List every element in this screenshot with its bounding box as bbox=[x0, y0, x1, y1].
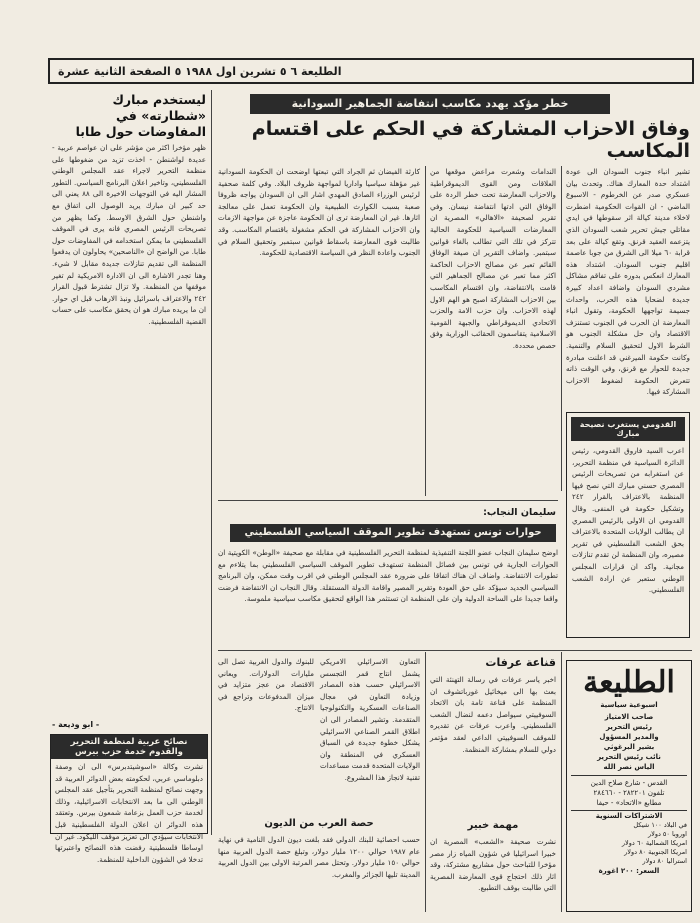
tunis-headline: حوارات تونس تستهدف تطوير الموقف السياسي الفلسطيني bbox=[244, 527, 542, 538]
masthead-role: بشير البرغوثي bbox=[603, 743, 655, 751]
debt-title: حصة العرب من الديون bbox=[264, 818, 374, 829]
subscription-item: امريكا الجنوبية ٨٠ دولار bbox=[624, 848, 687, 856]
masthead-logo: الطليعة bbox=[583, 665, 675, 700]
left-headline: ليستخدم مبارك «شطارته» في المفاوضات حول طابا bbox=[75, 92, 206, 139]
khabir-title: مهمة خبير bbox=[467, 820, 519, 831]
qaddoumi-box bbox=[566, 412, 690, 638]
column-rule bbox=[211, 90, 212, 835]
left-article-signature: - ابو وديعة - bbox=[52, 720, 100, 729]
main-article-col-1: تشير انباء جنوب السودان الى عودة اشتداد حدة المعارك هناك. وتحدث بيان عسكري صدر عن الخرطوم - الاسبوع الماضي - ان القوات الحكومية اضطرت لاخلاء مدينة كيالة اثر سقوطها في ايدي مقاتلي جيش تحرير شعب السودان الذي يتزعمه العقيد قرنق. وتقع كيالة على بعد قرابة ٦٠ ميلا الى الشرق من جوبا عاصمة اقليم جنوب السودان. اشتداد هذه المعارك انعكس بدوره على تفاقم مشاكل مشردي السودان واضافة اعداد كبيرة جديدة لضحايا هذه الحرب، واحداث جسيمة تواجهها الحكومة، وتقول انباء المعارضة ان الحرب في الجنوب تستنزف الاقتصاد وان حل مشكلة الجنوب هو الشرط الاول لتحقيق السلام والتنمية. وكانت حكومة الميرغني قد اعلنت مبادرة جديدة للحوار مع قرنق، وفي الوقت ذاته تتعرض الحكومة لضغوط الاحزاب المشاركة فيها. bbox=[566, 167, 690, 397]
masthead-tagline: اسبوعية سياسية bbox=[600, 701, 658, 709]
masthead-role: نائب رئيس التحرير bbox=[597, 753, 661, 761]
tunis-byline: سليمان النجاب: bbox=[483, 507, 556, 518]
main-kicker: خطر مؤكد يهدد مكاسب انتفاضة الجماهير السودانية bbox=[291, 97, 569, 110]
masthead-role: رئيس التحرير bbox=[605, 723, 653, 731]
column-rule bbox=[561, 166, 562, 491]
section-rule bbox=[218, 500, 558, 501]
subscription-item: استراليا ٨٠ دولار bbox=[642, 857, 687, 865]
masthead-role: صاحب الامتياز bbox=[604, 713, 654, 721]
main-article-col-2: الندامات وشعرت مراعض موقعها من العلاقات ومن القوى الديموقراطية والاحزاب المعارضة تحت خطر الردة على الوفاق التي ادتها انتفاضة نيسان. وفي تقرير لصحيفة «الاهالي» المصرية ان المعارضات السياسية للحكومة الحالية تتركز في تلك التي تطالب بالغاء قوانين سبتمبر. واضاف التقرير ان صيغة الوفاق القائم تعبر عن مصالح الاحزاب الحاكمة اكثر مما تعبر عن مصالح الجماهير التي قامت بالانتفاضة، وان اقتسام المكاسب بين الاحزاب المشاركة اصبح هو الهم الاول لهذه الاحزاب. وان حزب الامة والحزب الاتحادي الديموقراطي والجبهة القومية الاسلامية يتقاسمون الحقائب الوزارية وفق حصص محددة. bbox=[430, 167, 556, 350]
main-kicker-banner bbox=[250, 94, 610, 114]
column-rule bbox=[561, 652, 562, 912]
tunis-body: اوضح سليمان النجاب عضو اللجنة التنفيذية لمنظمة التحرير الفلسطينية في مقابلة مع صحيفة «الوطن» الكويتية ان الحوارات الجارية في تونس بين فصائل المنظمة تستهدف تطوير الموقف السياسي الفلسطيني بما يتلاءم مع تطورات الانتفاضة. واضاف ان هناك اتفاقا على ضرورة عقد المجلس الوطني في اقرب وقت ممكن، وان البرنامج السياسي الجديد سيؤكد على حق العودة وتقرير المصير واقامة الدولة المستقلة. وقال النجاب ان الانتفاضة فرضت واقعا جديدا على الساحة الدولية وان على المنظمة ان تستثمر هذا الواقع لتحقيق مكاسب سياسية ملموسة. bbox=[218, 548, 558, 604]
header-text: الطليعة ٦ ٥ تشرين اول ١٩٨٨ ٥ الصفحة الثانية عشرة bbox=[58, 64, 342, 78]
left-article-body: ظهر مؤخرا اكثر من مؤشر على ان عواصم عربية - عديدة لواشنطن - اخذت تزيد من ضغوطها على منظمة التحرير لاجراء عقد المجلس الوطني الفلسطيني، وتاخير اعلان البرنامج السياسي. التطور المشار اليه في التوجهات الاخيرة الى ٨٨ يعني الى حد كبير ان مبارك يريد الوصول الى اتفاق مع واشنطن حول الشرق الاوسط. وكما يظهر من تصريحات الرئيس المصري فانه يرى في الموقف الفلسطيني ما يمكن استخدامه في المفاوضات حول طابا. من الواضح ان «الناصحين» يحاولون ان يدفعوا المنظمة الى تقديم تنازلات جديدة مقابل لا شيء. وهنا تجدر الاشارة الى ان الادارة الامريكية لم تغير موقفها من المنظمة. ولا تزال تشترط قبول القرار ٢٤٢ والاعتراف باسرائيل ونبذ الارهاب قبل اي حوار. ان ما يريده مبارك هو ان يحقق مكاسب على حساب القضية الفلسطينية. bbox=[52, 143, 206, 326]
main-headline: وفاق الاحزاب المشاركة في الحكم على اقتسام المكاسب bbox=[251, 118, 690, 162]
masthead-box bbox=[566, 660, 692, 912]
bottom-middle-left: للبنوك والدول الغربية تصل الى مليارات الدولارات. ويعاني الاقتصاد من عجز متزايد في ميزان المدفوعات وتراجع في الانتاج. bbox=[218, 657, 314, 713]
masthead-phone: تلفون ٢٨٢٢٠١ - ٢٨٤٦٦٠ bbox=[593, 789, 665, 797]
page-header bbox=[48, 58, 694, 84]
masthead-print: مطابع «الاتحاد» - حيفا bbox=[596, 799, 662, 807]
right-lower-headline: نصائح عربية لمنظمة التحرير والقدوم خدمة حزب بيرس bbox=[51, 735, 207, 759]
subscription-item: في البلاد ١٠٠ شيكل bbox=[633, 821, 687, 829]
qunaa-body: اخبر ياسر عرفات في رسالة التهنئة التي بعث بها الى ميخائيل غورباتشوف ان المنظمة على قناعة تامة بان الاتحاد السوفييتي سيواصل دعمه لنضال الشعب الفلسطيني. واعرب عرفات عن تقديره للموقف السوفييتي الداعي لعقد مؤتمر دولي للسلام بمشاركة المنظمة. bbox=[430, 675, 556, 754]
khabir-body: نشرت صحيفة «الشعب» المصرية ان خبيرا اسرائيليا في شؤون المياه زار مصر مؤخرا للتباحث حول مشاريع مشتركة، وقد اثار ذلك احتجاج قوى المعارضة المصرية التي طالبت بوقف التطبيع. bbox=[430, 837, 556, 893]
section-rule bbox=[218, 650, 692, 651]
masthead-address: القدس - شارع صلاح الدين bbox=[571, 775, 687, 788]
right-lower-body: نشرت وكالة «اسوشيتدبرس» الى ان وصفة دبلوماسي عربي، لحكومته بعض الدوائر العربية قد وجهت نصائح لمنظمة التحرير بتأجيل عقد المجلس الوطني الى ما بعد الانتخابات الاسرائيلية، وذلك لخدمة حزب العمل بزعامة شمعون بيرس. وتعتقد هذه الدوائر ان اعلان الدولة الفلسطينية قبل الانتخابات سيؤدي الى تعزيز موقف الليكود. غير ان اوساطا فلسطينية رفضت هذه النصائح واعتبرتها تدخلا في الشؤون الداخلية للمنظمة. bbox=[55, 762, 203, 864]
masthead-role: والمدير المسؤول bbox=[599, 733, 659, 741]
masthead-roles bbox=[571, 712, 687, 772]
qaddoumi-body: اعرب السيد فاروق القدومي، رئيس الدائرة السياسية في منظمة التحرير، عن استغرابه من تصريحات الرئيس المصري حسني مبارك التي نصح فيها المنظمة بالاعتراف بالقرار ٢٤٢ وتشكيل حكومة في المنفى. وقال القدومي ان الاولى بالرئيس المصري ان يطالب الولايات المتحدة بالاعتراف بحق الشعب الفلسطيني في تقرير مصيره، وان المنظمة لن تقدم تنازلات مجانية. واكد ان قرارات المجلس الوطني ستعبر عن ارادة الشعب الفلسطيني. bbox=[572, 446, 684, 595]
column-rule bbox=[425, 652, 426, 912]
right-lower-box bbox=[50, 734, 208, 864]
subscriptions-list bbox=[571, 821, 687, 866]
tunis-headline-banner bbox=[230, 524, 556, 542]
subscription-item: امريكا الشمالية ٦٠ دولار bbox=[621, 839, 687, 847]
qaddoumi-title: القدومي يستغرب نصيحة مبارك bbox=[571, 417, 685, 441]
subscription-item: اوروبا ٥٠ دولار bbox=[647, 830, 687, 838]
debt-body: حسب احصائية للبنك الدولي فقد بلغت ديون الدول النامية في نهاية عام ١٩٨٧ حوالي ١٢٠٠ مليار دولار، وتبلغ حصة الدول العربية منها حوالي ١٥٠ مليار دولار. وتحتل مصر المرتبة الاولى بين الدول العربية المدينة تليها الجزائر والمغرب. bbox=[218, 835, 421, 879]
bottom-middle-right: التعاون الاسرائيلي الامريكي يشمل انتاج قمر التجسس الاسرائيلي حسب هذه المصادر وزيادة التعاون في مجال الصناعات العسكرية والتكنولوجيا المتقدمة. وتشير المصادر الى ان اطلاق القمر الصناعي الاسرائيلي يشكل خطوة جديدة في السباق العسكري في المنطقة وان الولايات المتحدة قدمت مساعدات تقنية لانجاز هذا المشروع. bbox=[320, 657, 420, 782]
column-rule bbox=[425, 166, 426, 496]
masthead-role: الياس نصر الله bbox=[603, 763, 655, 771]
main-article-col-3: كارثة الفيضان ثم الجراد التي تبعتها اوضحت ان الحكومة السودانية غير مؤهلة سياسيا واداريا لمواجهة ظروف البلاد. وفي كلمة صحفية لرئيس الوزراء الصادق المهدي اشار الى ان السودان يواجه ظروفا صعبة بسبب الكوارث الطبيعية وان الحكومة تعمل على معالجة اثارها. غير ان المعارضة ترى ان الحكومة عاجزة عن مواجهة الازمات وان الاحزاب المشاركة في الحكم مشغولة باقتسام المكاسب. وقد طالبت قوى المعارضة باسقاط قوانين سبتمبر وتحقيق السلام في الجنوب واعادة النظر في السياسة الاقتصادية للحكومة. bbox=[218, 167, 420, 258]
masthead-price: السعر: ٢٠٠ اغورة bbox=[598, 867, 660, 875]
qunaa-title: قناعة عرفات bbox=[485, 656, 556, 669]
subscriptions-title: الاشتراكات السنوية bbox=[571, 810, 687, 821]
